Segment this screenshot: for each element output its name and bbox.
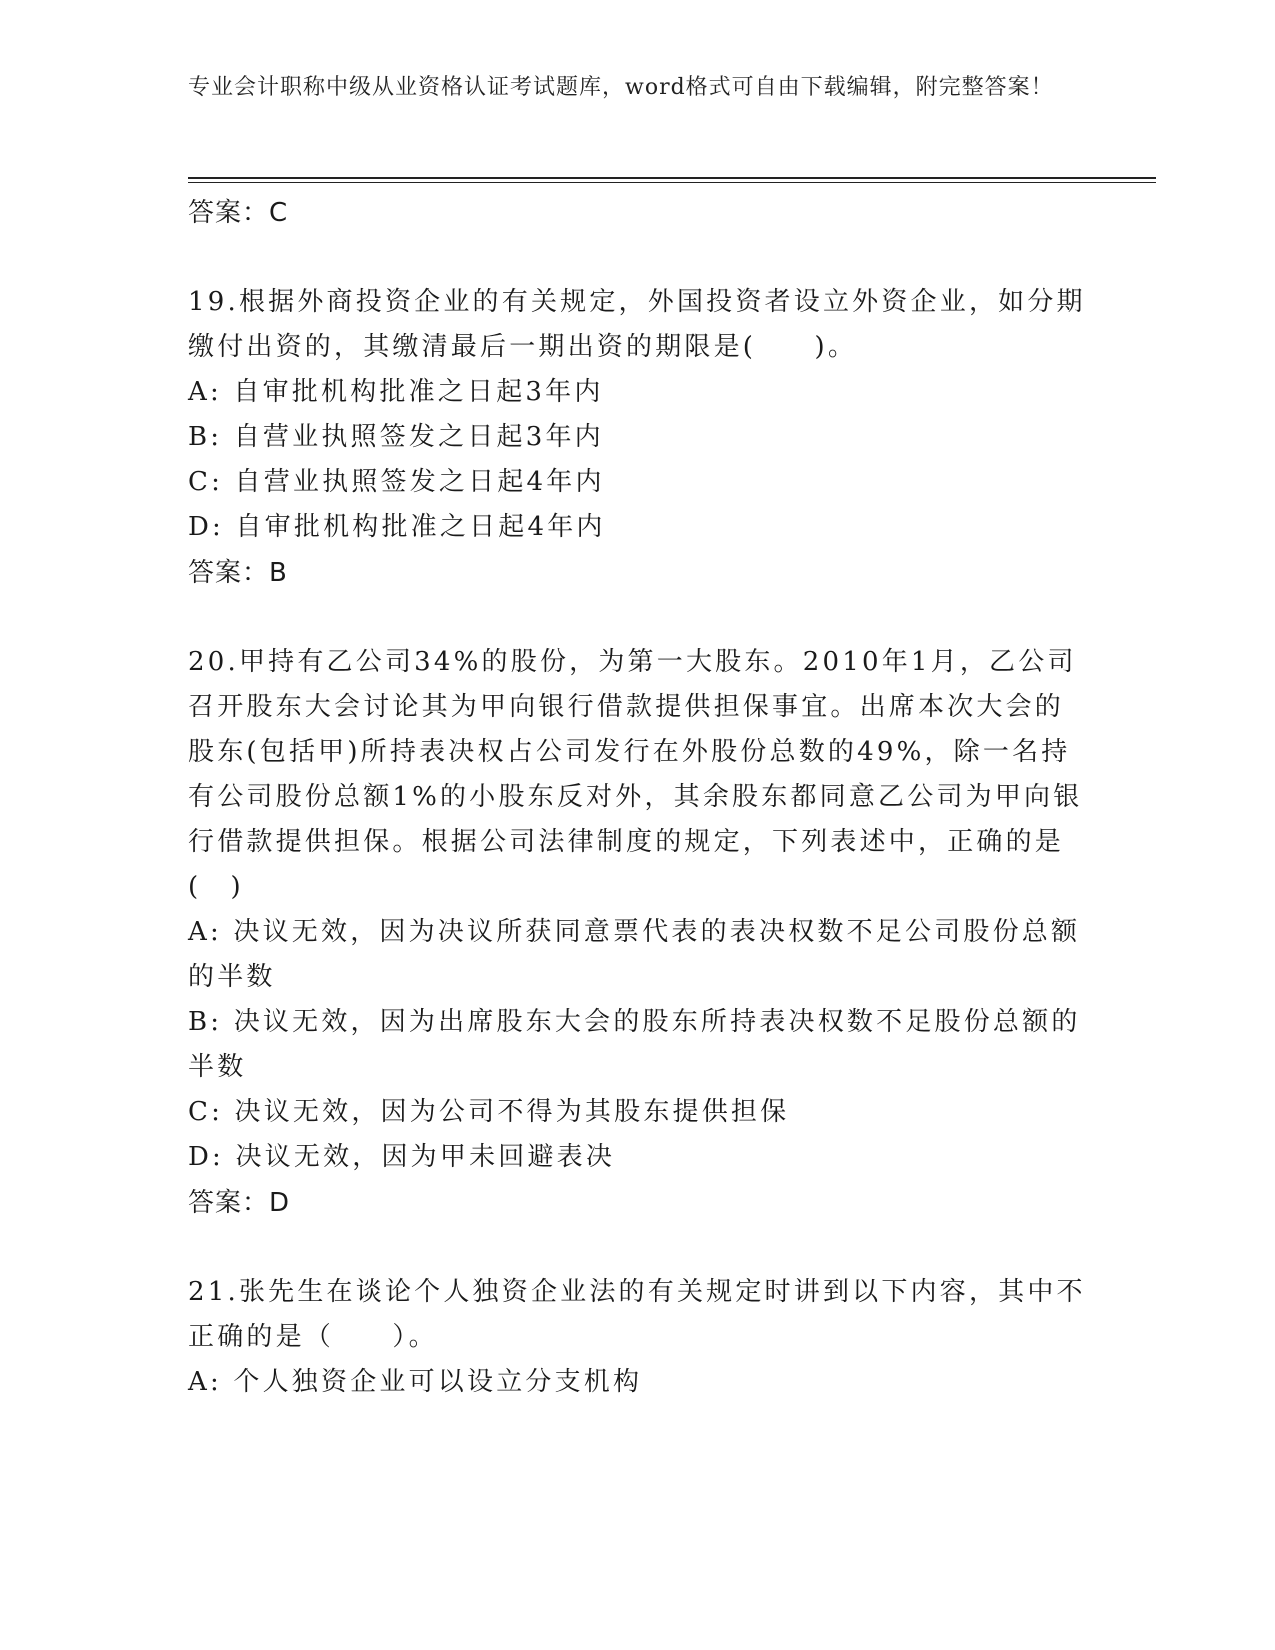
page-header: 专业会计职称中级从业资格认证考试题库，word格式可自由下载编辑，附完整答案！ bbox=[188, 75, 1054, 100]
answer-line: 答案：D bbox=[188, 1188, 291, 1218]
option-a: A: 个人独资企业可以设立分支机构 bbox=[188, 1367, 643, 1397]
header-rule-thin bbox=[188, 182, 1156, 183]
main-content bbox=[188, 190, 1088, 1405]
question-stem: 19.根据外商投资企业的有关规定，外国投资者设立外资企业，如分期缴付出资的，其缴清最后一期出资的期限是( )。 bbox=[188, 287, 1086, 362]
option-d: D: 决议无效，因为甲未回避表决 bbox=[188, 1142, 616, 1172]
option-a: A: 决议无效，因为决议所获同意票代表的表决权数不足公司股份总额的半数 bbox=[188, 917, 1081, 992]
option-b: B: 决议无效，因为出席股东大会的股东所持表决权数不足股份总额的半数 bbox=[188, 1007, 1081, 1082]
option-d: D: 自审批机构批准之日起4年内 bbox=[188, 512, 606, 542]
answer-line: 答案：C bbox=[188, 198, 289, 228]
option-c: C: 自营业执照签发之日起4年内 bbox=[188, 467, 605, 497]
option-c: C: 决议无效，因为公司不得为其股东提供担保 bbox=[188, 1097, 790, 1127]
question-19 bbox=[188, 280, 1088, 596]
question-stem: 21.张先生在谈论个人独资企业法的有关规定时讲到以下内容，其中不正确的是（ ）。 bbox=[188, 1277, 1086, 1352]
header-rule bbox=[188, 177, 1156, 179]
answer-line: 答案：B bbox=[188, 558, 288, 588]
question-stem: 20.甲持有乙公司34%的股份，为第一大股东。2010年1月，乙公司召开股东大会讨论其为甲向银行借款提供担保事宜。出席本次大会的股东(包括甲)所持表决权占公司发行在外股份总数的49%，除一名持有公司股份总额1%的小股东反对外，其余股东都同意乙公司为甲向银行借款提供担保。根据公司法律制度的规定，下列表述中，正确的是( ) bbox=[188, 647, 1083, 902]
question-21 bbox=[188, 1270, 1088, 1405]
option-b: B: 自营业执照签发之日起3年内 bbox=[188, 422, 604, 452]
option-a: A: 自审批机构批准之日起3年内 bbox=[188, 377, 604, 407]
question-20 bbox=[188, 640, 1088, 1226]
